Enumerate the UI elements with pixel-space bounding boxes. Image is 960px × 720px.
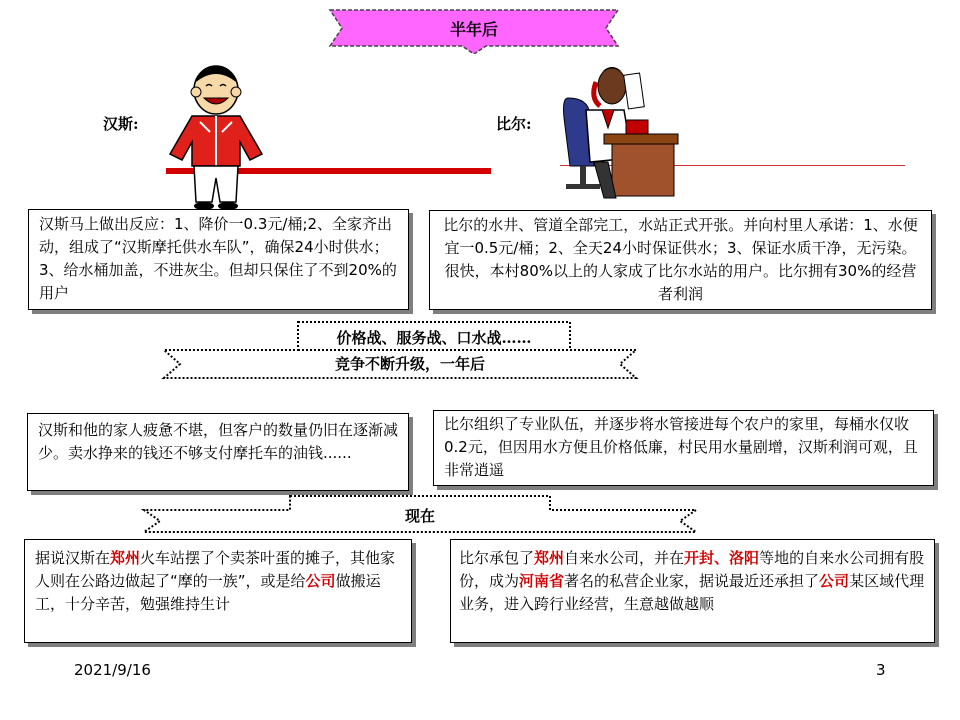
bill-figure xyxy=(560,58,680,204)
hans-decline-text: 汉斯和他的家人疲惫不堪，但客户的数量仍旧在逐渐减少。卖水挣来的钱还不够支付摩托车的油钱...... xyxy=(38,421,399,462)
hans-reaction-text: 汉斯马上做出反应：1、降价一0.3元/桶;2、全家齐出动，组成了“汉斯摩托供水车队”，确保24小时供水；3、给水桶加盖，不进灰尘。但却只保住了不到20%的用户 xyxy=(39,215,397,302)
bill-now-highlight-province: 河南省 xyxy=(519,572,565,590)
footer-date: 2021/9/16 xyxy=(74,661,151,679)
bill-now-text-2: 自来水公司，并在 xyxy=(564,549,685,567)
bill-opening-box xyxy=(429,210,932,310)
bill-now-text-4: 著名的私营企业家，据说最近还承担了 xyxy=(564,572,820,590)
hans-reaction-box xyxy=(28,209,409,310)
bill-now-box xyxy=(450,539,935,643)
mid-banner xyxy=(160,320,800,380)
hans-now-highlight-company: 公司 xyxy=(305,572,336,590)
hans-figure xyxy=(160,62,272,212)
bill-now-text-5: 某区域代理业务，进入跨行业经营，生意越做越顺 xyxy=(459,572,925,613)
bill-now-highlight-cities: 开封、洛阳 xyxy=(684,549,760,567)
bill-opening-text: 比尔的水井、管道全部完工，水站正式开张。并向村里人承诺：1、水便宜一0.5元/桶；2、全天24小时保证供水；3、保证水质干净，无污染。很快，本村80%以上的人家成了比尔水站的用户。比尔拥有30%的经营者利润 xyxy=(443,216,918,303)
bill-name-label: 比尔: xyxy=(496,115,532,133)
hans-now-text-3: 做搬运工，十分辛苦，勉强维持生计 xyxy=(35,572,381,613)
hans-decline-box xyxy=(27,413,409,491)
hans-now-text-2: 火车站摆了个卖茶叶蛋的摊子，其他家人则在公路边做起了“摩的一族”，或是给 xyxy=(35,549,396,590)
bill-growth-box xyxy=(433,410,934,486)
footer-page-number: 3 xyxy=(876,661,886,679)
bill-now-text-3: 等地的自来水公司拥有股份，成为 xyxy=(459,549,925,590)
now-banner-label: 现在 xyxy=(404,507,435,525)
hans-name-label: 汉斯: xyxy=(103,115,139,133)
now-banner xyxy=(140,494,700,534)
top-banner-label: 半年后 xyxy=(449,20,498,39)
mid-banner-line2: 竞争不断升级，一年后 xyxy=(334,355,485,373)
hans-now-text-1: 据说汉斯在 xyxy=(35,549,111,567)
bill-now-highlight-company: 公司 xyxy=(819,572,850,590)
hans-now-highlight-zhengzhou: 郑州 xyxy=(110,549,141,567)
mid-banner-line1: 价格战、服务战、口水战…… xyxy=(336,329,532,347)
top-banner xyxy=(326,8,622,54)
bill-now-highlight-zhengzhou: 郑州 xyxy=(534,549,565,567)
bill-now-text-1: 比尔承包了 xyxy=(459,549,535,567)
hans-now-box xyxy=(24,539,412,643)
bill-growth-text: 比尔组织了专业队伍，并逐步将水管接进每个农户的家里，每桶水仅收0.2元，但因用水方便且价格低廉，村民用水量剧增，汉斯利润可观，且非常逍遥 xyxy=(444,415,918,479)
